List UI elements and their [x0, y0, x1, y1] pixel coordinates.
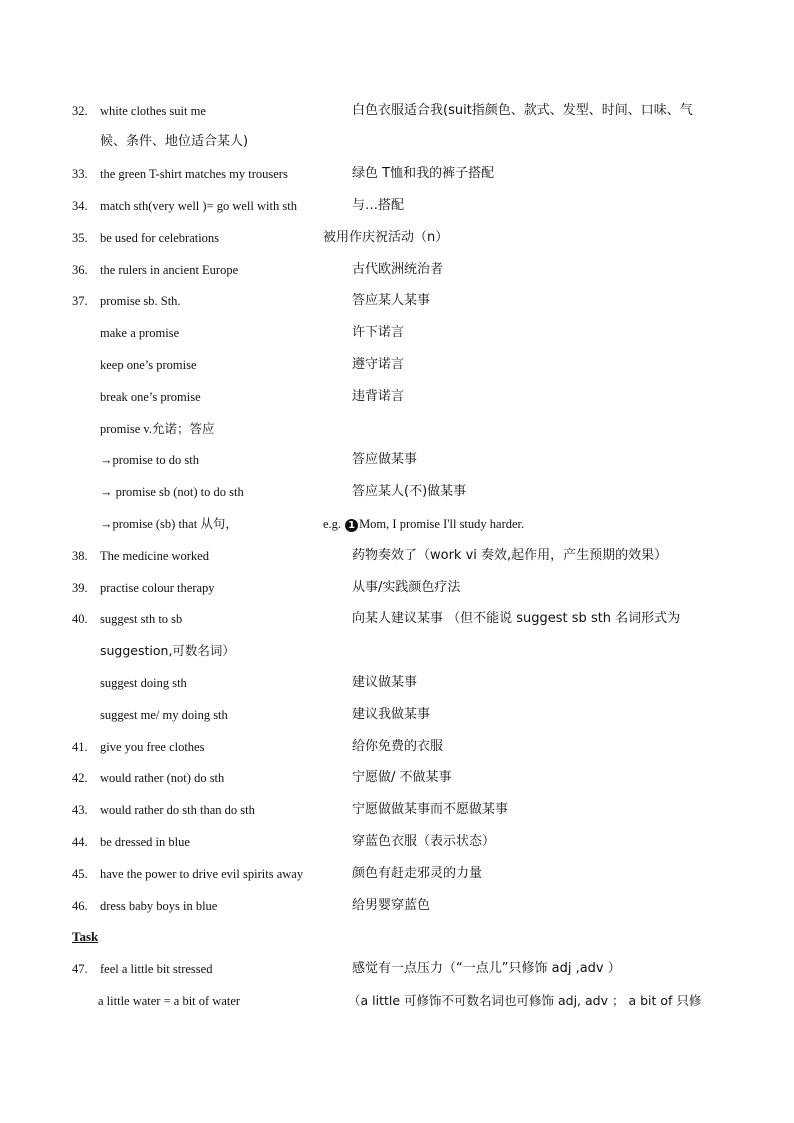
item-number: 41.: [72, 740, 88, 754]
english-phrase: be used for celebrations: [100, 231, 220, 245]
chinese-meaning: （a little 可修饰不可数名词也可修饰 adj, adv ； a bit of 只修: [348, 993, 702, 1008]
english-phrase: would rather do sth than do sth: [100, 803, 255, 817]
example-prefix: e.g.: [323, 517, 342, 531]
chinese-meaning: 感觉有一点压力（“一点儿”只修饰 adj ,adv ）: [352, 961, 621, 976]
list-item: [0, 862, 794, 886]
list-item: [0, 830, 794, 854]
english-phrase: be dressed in blue: [100, 835, 190, 849]
example-sentence: [323, 512, 524, 536]
english-phrase: the rulers in ancient Europe: [100, 263, 239, 277]
item-number: 44.: [72, 835, 88, 849]
chinese-meaning: 违背诺言: [352, 389, 405, 404]
chinese-meaning: 白色衣服适合我(suit指颜色、款式、发型、时间、口味、气: [352, 103, 693, 118]
example-text: Mom, I promise I'll study harder.: [359, 517, 525, 531]
list-item: [0, 385, 794, 409]
chinese-meaning: 答应某人(不)做某事: [352, 484, 467, 499]
english-phrase: suggest me/ my doing sth: [100, 708, 228, 722]
chinese-meaning: 答应某人某事: [352, 293, 431, 308]
english-phrase: →promise to do sth: [100, 453, 199, 467]
list-item: [0, 576, 794, 600]
list-item: [0, 544, 794, 568]
list-item: [0, 353, 794, 377]
english-phrase: The medicine worked: [100, 549, 209, 563]
english-phrase: dress baby boys in blue: [100, 899, 218, 913]
item-number: 37.: [72, 294, 88, 308]
chinese-meaning-continued: 候、条件、地位适合某人): [100, 134, 249, 149]
english-phrase: a little water = a bit of water: [98, 994, 241, 1008]
chinese-meaning: 答应做某事: [352, 452, 418, 467]
list-item: [0, 448, 794, 472]
chinese-meaning: 向某人建议某事 （但不能说 suggest sb sth 名词形式为: [352, 611, 681, 626]
chinese-meaning: 给男婴穿蓝色: [352, 898, 431, 913]
english-phrase: suggest sth to sb: [100, 612, 183, 626]
chinese-meaning: 穿蓝色衣服（表示状态）: [352, 834, 496, 849]
chinese-meaning: 与…搭配: [352, 198, 405, 213]
list-item: [0, 957, 794, 981]
chinese-meaning: 被用作庆祝活动（n）: [323, 230, 449, 245]
english-phrase: promise sb. Sth.: [100, 294, 181, 308]
section-heading-row: [0, 925, 794, 949]
list-item: [0, 258, 794, 282]
chinese-meaning: 从事/实践颜色疗法: [352, 580, 461, 595]
chinese-meaning: 药物奏效了（work vi 奏效,起作用，产生预期的效果）: [352, 548, 668, 563]
chinese-meaning: 建议我做某事: [352, 707, 431, 722]
item-number: 34.: [72, 199, 88, 213]
english-phrase: have the power to drive evil spirits away: [100, 867, 304, 881]
item-number: 46.: [72, 899, 88, 913]
list-item: [0, 321, 794, 345]
list-item: [0, 607, 794, 631]
item-number: 32.: [72, 104, 88, 118]
list-item: [0, 289, 794, 313]
item-number: 43.: [72, 803, 88, 817]
english-phrase: →promise (sb) that 从句，: [100, 517, 238, 531]
item-number: 45.: [72, 867, 88, 881]
english-phrase: give you free clothes: [100, 740, 205, 754]
chinese-meaning: 宁愿做做某事而不愿做某事: [352, 802, 509, 817]
list-item: [0, 512, 794, 536]
item-number: 39.: [72, 581, 88, 595]
english-phrase: suggest doing sth: [100, 676, 187, 690]
section-heading-task: Task: [72, 929, 99, 944]
circled-number-icon: 1: [345, 519, 358, 532]
chinese-meaning: 遵守诺言: [352, 357, 405, 372]
english-phrase: → promise sb (not) to do sth: [100, 485, 244, 499]
list-item: [0, 480, 794, 504]
item-number: 40.: [72, 612, 88, 626]
item-number: 35.: [72, 231, 88, 245]
english-phrase: feel a little bit stressed: [100, 962, 213, 976]
english-phrase: match sth(very well )= go well with sth: [100, 199, 297, 213]
english-phrase: make a promise: [100, 326, 180, 340]
list-item: [0, 194, 794, 218]
chinese-meaning-continued: suggestion,可数名词）: [100, 643, 235, 658]
list-item: [0, 162, 794, 186]
chinese-meaning: 颜色有赶走邪灵的力量: [352, 866, 483, 881]
english-phrase: would rather (not) do sth: [100, 771, 225, 785]
list-item-continuation: [0, 639, 794, 663]
list-item: [0, 735, 794, 759]
list-item: [0, 417, 794, 441]
list-item: [0, 894, 794, 918]
list-item: [0, 989, 794, 1013]
english-phrase: break one’s promise: [100, 390, 201, 404]
chinese-meaning: 宁愿做/ 不做某事: [352, 770, 452, 785]
english-phrase: keep one’s promise: [100, 358, 197, 372]
list-item-continuation: [0, 130, 794, 154]
item-number: 47.: [72, 962, 88, 976]
item-number: 33.: [72, 167, 88, 181]
list-item: [0, 766, 794, 790]
list-item: [0, 671, 794, 695]
chinese-meaning: 给你免费的衣服: [352, 739, 444, 754]
english-phrase: the green T-shirt matches my trousers: [100, 167, 288, 181]
english-phrase: white clothes suit me: [100, 104, 206, 118]
item-number: 36.: [72, 263, 88, 277]
chinese-meaning: 建议做某事: [352, 675, 418, 690]
english-phrase: practise colour therapy: [100, 581, 215, 595]
chinese-meaning: 许下诺言: [352, 325, 405, 340]
item-number: 42.: [72, 771, 88, 785]
chinese-meaning: 古代欧洲统治者: [352, 262, 444, 277]
item-number: 38.: [72, 549, 88, 563]
list-item: [0, 226, 794, 250]
english-phrase: promise v.允诺；答应: [100, 422, 215, 436]
list-item: [0, 703, 794, 727]
chinese-meaning: 绿色 T恤和我的裤子搭配: [352, 166, 495, 181]
list-item: [0, 99, 794, 123]
list-item: [0, 798, 794, 822]
